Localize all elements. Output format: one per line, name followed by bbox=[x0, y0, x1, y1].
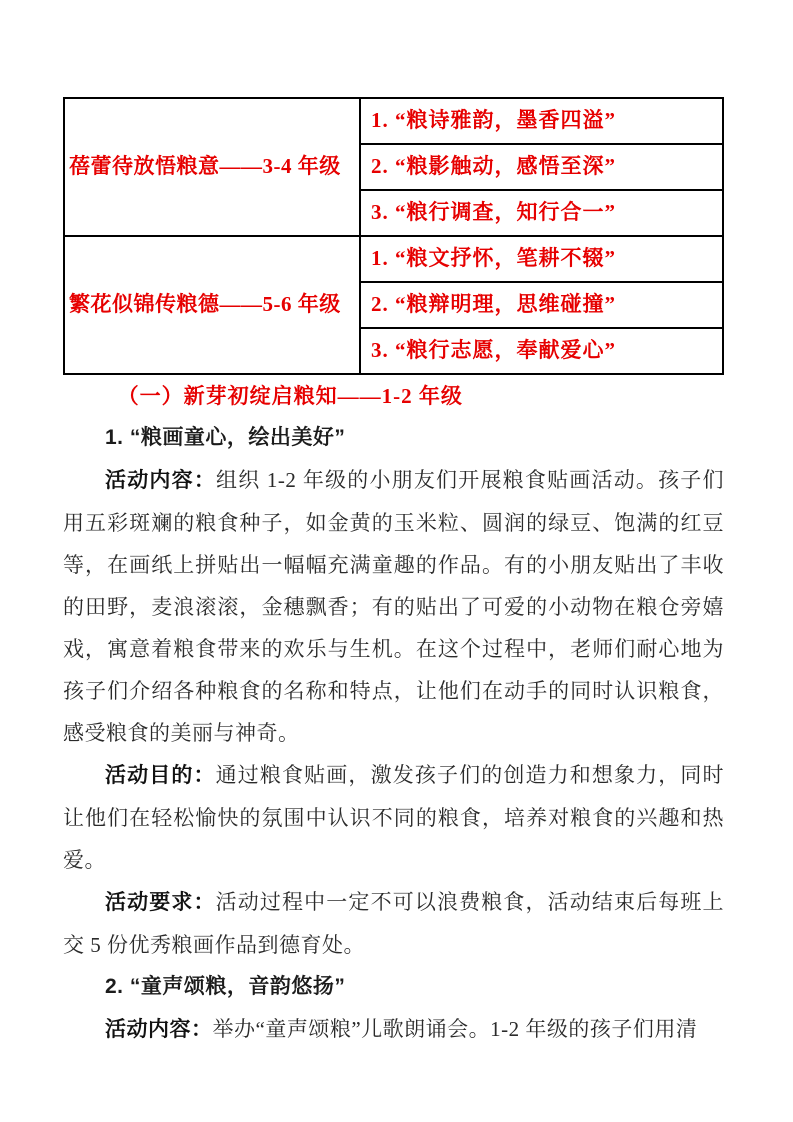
table-activity-item: 2. “粮影触动，感悟至深” bbox=[360, 144, 723, 190]
section-heading-grade-1-2: （一）新芽初绽启粮知——1-2 年级 bbox=[117, 384, 463, 408]
paragraph-text: 通过粮食贴画，激发孩子们的创造力和想象力，同时让他们在轻松愉快的氛围中认识不同的粮食，培养对粮食的兴趣和热爱。 bbox=[63, 763, 725, 872]
table-activity-item: 1. “粮诗雅韵，墨香四溢” bbox=[360, 98, 723, 144]
paragraph-text: 活动过程中一定不可以浪费粮食，活动结束后每班上交 5 份优秀粮画作品到德育处。 bbox=[63, 890, 725, 957]
paragraph-activity-1-requirement bbox=[63, 881, 724, 966]
document-content bbox=[63, 97, 724, 1051]
paragraph-label-activity-content: 活动内容： bbox=[105, 1018, 213, 1041]
paragraph-activity-2-content bbox=[63, 1008, 724, 1051]
paragraph-text: 组织 1-2 年级的小朋友们开展粮食贴画活动。孩子们用五彩斑斓的粮食种子，如金黄的玉米粒、圆润的绿豆、饱满的红豆等，在画纸上拼贴出一幅幅充满童趣的作品。有的小朋友贴出了丰收的田野，麦浪滚滚，金穗飘香；有的贴出了可爱的小动物在粮仓旁嬉戏，寓意着粮食带来的欢乐与生机。在这个过程中，老师们耐心地为孩子们介绍各种粮食的名称和特点，让他们在动手的同时认识粮食，感受粮食的美丽与神奇。 bbox=[63, 468, 725, 745]
table-activity-item: 1. “粮文抒怀，笔耕不辍” bbox=[360, 236, 723, 282]
paragraph-label-activity-requirement: 活动要求： bbox=[105, 891, 216, 914]
paragraph-label-activity-content: 活动内容： bbox=[105, 469, 217, 492]
paragraph-activity-1-content bbox=[63, 459, 724, 754]
table-row bbox=[64, 236, 723, 282]
activity-1-title: 1. “粮画童心，绘出美好” bbox=[105, 426, 346, 449]
activity-plan-table bbox=[63, 97, 724, 375]
table-group-title-grade-5-6: 繁花似锦传粮德——5-6 年级 bbox=[64, 236, 360, 374]
paragraph-text: 举办“童声颂粮”儿歌朗诵会。1-2 年级的孩子们用清 bbox=[212, 1017, 698, 1041]
table-activity-item: 3. “粮行调查，知行合一” bbox=[360, 190, 723, 236]
activity-2-title: 2. “童声颂粮，音韵悠扬” bbox=[105, 975, 346, 998]
table-activity-item: 3. “粮行志愿，奉献爱心” bbox=[360, 328, 723, 374]
paragraph-activity-1-purpose bbox=[63, 754, 724, 881]
table-activity-item: 2. “粮辩明理，思维碰撞” bbox=[360, 282, 723, 328]
table-group-title-grade-3-4: 蓓蕾待放悟粮意——3-4 年级 bbox=[64, 98, 360, 236]
table-row bbox=[64, 98, 723, 144]
paragraph-label-activity-purpose: 活动目的： bbox=[105, 764, 216, 787]
